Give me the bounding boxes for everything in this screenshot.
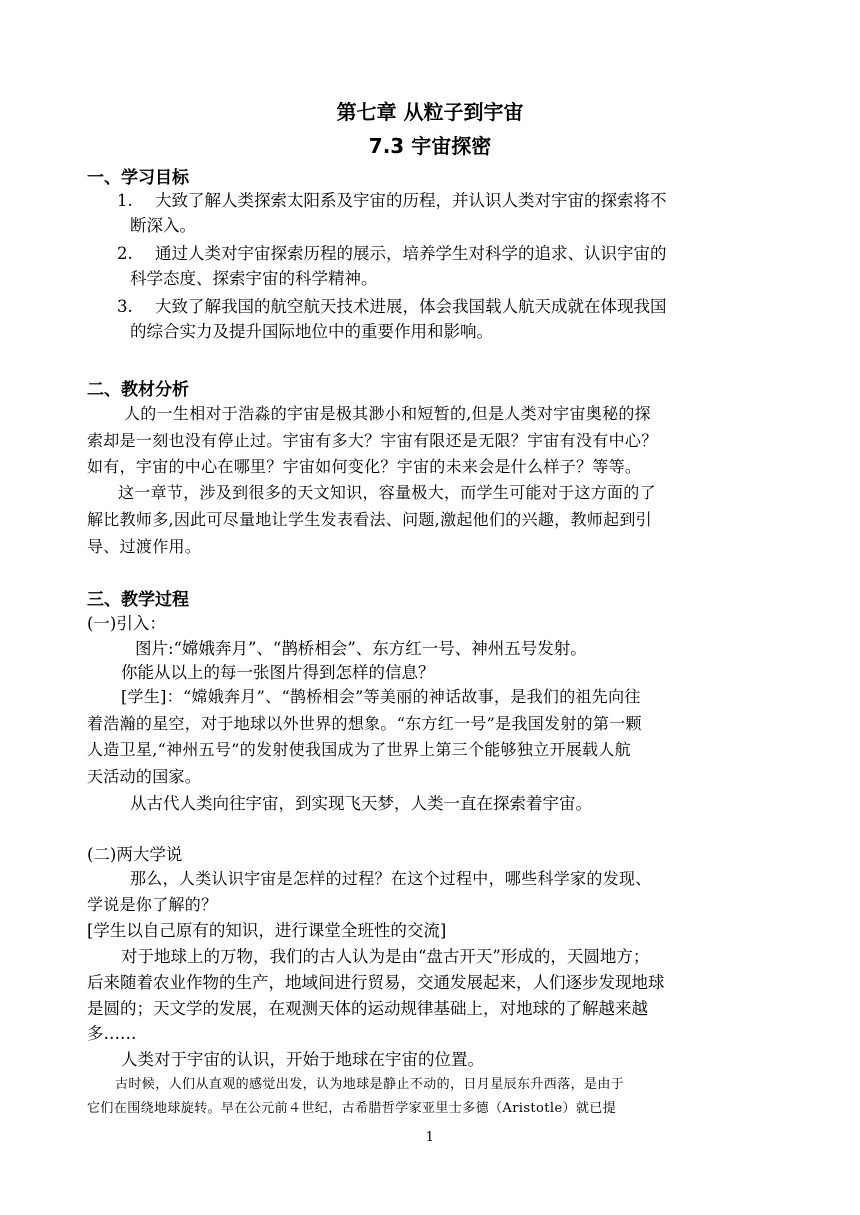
part2-line-8: 人类对于宇宙的认识，开始于地球在宇宙的位置。 (121, 1050, 484, 1069)
chapter-title: 第七章 从粒子到宇宙 (336, 100, 524, 124)
goal-1-number: 1. (117, 191, 133, 210)
analysis-line-2: 索却是一刻也没有停止过。宇宙有多大？宇宙有限还是无限？宇宙有没有中心？ (87, 431, 658, 450)
part2-line-1: 那么，人类认识宇宙是怎样的过程？在这个过程中，哪些科学家的发现、 (130, 869, 652, 888)
analysis-line-1: 人的一生相对于浩淼的宇宙是极其渺小和短暂的,但是人类对宇宙奥秘的探 (124, 404, 651, 423)
part2-line-10: 它们在围绕地球旋转。早在公元前４世纪，古希腊哲学家亚里士多德（Aristotle）就已提 (87, 1101, 617, 1116)
analysis-line-3: 如有，宇宙的中心在哪里？宇宙如何变化？宇宙的未来会是什么样子？等等。 (87, 457, 642, 476)
heading-learning-goals: 一、学习目标 (87, 168, 189, 188)
goal-3-line-2: 的综合实力及提升国际地位中的重要作用和影响。 (130, 322, 493, 341)
goal-1-line-1 (117, 187, 667, 211)
intro-line-4: 着浩瀚的星空，对于地球以外世界的想象。“东方红一号”是我国发射的第一颗 (87, 714, 642, 733)
part2-line-2: 学说是你了解的？ (87, 895, 218, 914)
analysis-line-5: 解比教师多,因此可尽量地让学生发表看法、问题,激起他们的兴趣，教师起到引 (87, 510, 652, 529)
part2-line-6: 是圆的；天文学的发展，在观测天体的运动规律基础上，对地球的了解越来越 (87, 999, 648, 1018)
goal-3-line-1 (117, 293, 667, 317)
part2-line-4: 对于地球上的万物，我们的古人认为是由“盘古开天”形成的，天圆地方； (121, 947, 650, 966)
goal-1-line-2: 断深入。 (130, 216, 196, 235)
intro-line-2: 你能从以上的每一张图片得到怎样的信息？ (121, 663, 435, 682)
goal-1-text: 大致了解人类探索太阳系及宇宙的历程，并认识人类对宇宙的探索将不 (155, 191, 667, 210)
heading-material-analysis: 二、教材分析 (87, 380, 189, 400)
intro-line-3: [学生]：“嫦娥奔月”、“鹊桥相会”等美丽的神话故事，是我们的祖先向往 (121, 687, 641, 706)
page-number: 1 (425, 1130, 435, 1145)
goal-3-text: 大致了解我国的航空航天技术进展，体会我国载人航天成就在体现我国 (155, 297, 667, 316)
heading-teaching-process: 三、教学过程 (87, 590, 189, 610)
part2-line-3: [学生以自己原有的知识，进行课堂全班性的交流] (87, 921, 447, 940)
intro-line-6: 天活动的国家。 (87, 767, 202, 786)
goal-2-number: 2. (117, 244, 133, 263)
intro-line-7: 从古代人类向往宇宙，到实现飞天梦，人类一直在探索着宇宙。 (130, 794, 592, 813)
intro-line-1: 图片:“嫦娥奔月”、“鹊桥相会”、东方红一号、神州五号发射。 (135, 639, 587, 658)
goal-2-line-1 (117, 240, 667, 264)
analysis-line-4: 这一章节，涉及到很多的天文知识，容量极大，而学生可能对于这方面的了 (118, 483, 656, 502)
analysis-line-6: 导、过渡作用。 (87, 537, 202, 556)
intro-label: (一)引入： (87, 614, 166, 633)
part2-line-9: 古时候，人们从直观的感觉出发，认为地球是静止不动的，日月星辰东升西落，是由于 (115, 1077, 625, 1092)
part2-line-5: 后来随着农业作物的生产，地域间进行贸易，交通发展起来，人们逐步发现地球 (87, 973, 665, 992)
section-title: 7.3 宇宙探密 (368, 134, 492, 158)
goal-3-number: 3. (117, 297, 133, 316)
part2-label: (二)两大学说 (87, 845, 183, 864)
goal-2-text: 通过人类对宇宙探索历程的展示，培养学生对科学的追求、认识宇宙的 (155, 244, 667, 263)
part2-line-7: 多…… (87, 1024, 137, 1043)
goal-2-line-2: 科学态度、探索宇宙的科学精神。 (130, 269, 378, 288)
intro-line-5: 人造卫星,“神州五号”的发射使我国成为了世界上第三个能够独立开展载人航 (87, 740, 631, 759)
